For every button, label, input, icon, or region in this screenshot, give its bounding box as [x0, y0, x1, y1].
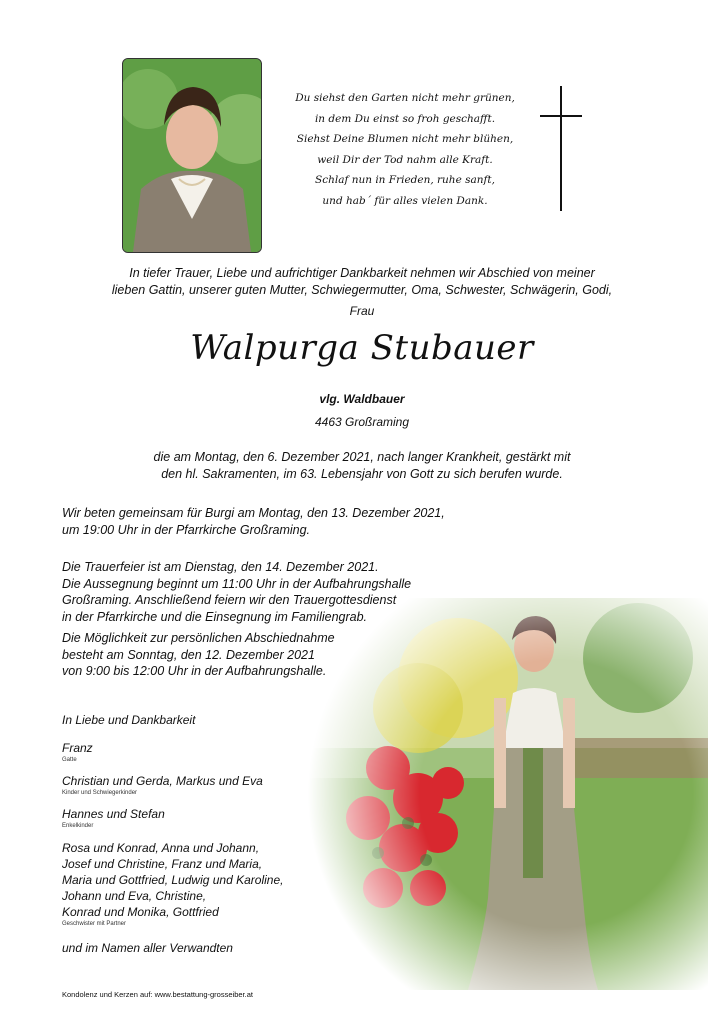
relatives-line: und im Namen aller Verwandten	[62, 941, 233, 955]
intro-text	[70, 265, 654, 299]
portrait-photo	[122, 58, 262, 253]
funeral-line: Großraming. Anschließend feiern wir den Trauergottesdienst	[62, 593, 397, 607]
mourner-role: Gatte	[62, 757, 77, 763]
mourner-names: Christian und Gerda, Markus und Eva	[62, 774, 263, 788]
farewell-info	[62, 630, 482, 680]
mourner-group	[62, 740, 93, 764]
intro-line: lieben Gattin, unserer guten Mutter, Schwiegermutter, Oma, Schwester, Schwägerin, Godi,	[111, 283, 613, 297]
intro-line: In tiefer Trauer, Liebe und aufrichtiger Dankbarkeit nehmen wir Abschied von meiner	[129, 266, 595, 280]
mourner-names: Maria und Gottfried, Ludwig und Karoline,	[62, 873, 284, 887]
vulgo-name: vlg. Waldbauer	[319, 392, 405, 406]
prayer-info	[62, 505, 482, 538]
poem-line: in dem Du einst so froh geschafft.	[314, 112, 496, 125]
farewell-line: von 9:00 bis 12:00 Uhr in der Aufbahrungshalle.	[62, 664, 327, 678]
funeral-line: Die Aussegnung beginnt um 11:00 Uhr in der Aufbahrungshalle	[62, 576, 412, 591]
farewell-line: Die Möglichkeit zur persönlichen Abschiednahme	[62, 631, 335, 645]
poem	[285, 88, 525, 211]
mourner-role: Enkelkinder	[62, 823, 94, 829]
mourner-names: Hannes und Stefan	[62, 807, 165, 821]
title-frau: Frau	[349, 304, 375, 318]
deceased-name: Walpurga Stubauer	[190, 328, 534, 368]
mourner-names: Rosa und Konrad, Anna und Johann,	[62, 841, 260, 855]
poem-line: weil Dir der Tod nahm alle Kraft.	[317, 153, 493, 166]
mourner-group	[62, 840, 283, 928]
funeral-line: Die Trauerfeier ist am Dienstag, den 14. Dezember 2021.	[62, 560, 379, 574]
address: 4463 Großraming	[314, 415, 410, 429]
closing-intro: In Liebe und Dankbarkeit	[62, 713, 196, 727]
poem-line: und hab´ für alles vielen Dank.	[322, 194, 488, 207]
death-line: den hl. Sakramenten, im 63. Lebensjahr von Gott zu sich berufen wurde.	[161, 467, 563, 481]
poem-line: Schlaf nun in Frieden, ruhe sanft,	[315, 174, 495, 186]
mourner-role: Kinder und Schwiegerkinder	[62, 790, 138, 796]
death-notice	[110, 449, 614, 483]
mourner-names: Johann und Eva, Christine,	[62, 889, 207, 903]
mourner-role: Geschwister mit Partner	[62, 921, 127, 927]
mourner-group	[62, 773, 263, 797]
funeral-line: in der Pfarrkirche und die Einsegnung im Familiengrab.	[62, 609, 368, 624]
cross-icon-bar	[540, 115, 582, 117]
farewell-line: besteht am Sonntag, den 12. Dezember 2021	[62, 647, 315, 662]
cross-icon	[560, 86, 562, 211]
poem-line: Du siehst den Garten nicht mehr grünen,	[295, 92, 515, 104]
death-line: die am Montag, den 6. Dezember 2021, nach langer Krankheit, gestärkt mit	[153, 450, 571, 464]
mourner-group	[62, 806, 165, 830]
prayer-line: um 19:00 Uhr in der Pfarrkirche Großraming.	[62, 522, 311, 537]
mourner-names: Konrad und Monika, Gottfried	[62, 905, 219, 919]
mourner-names: Franz	[62, 741, 93, 755]
footer-condolence: Kondolenz und Kerzen auf: www.bestattung-grosseiber.at	[62, 990, 253, 999]
funeral-info	[62, 559, 482, 625]
prayer-line: Wir beten gemeinsam für Burgi am Montag, den 13. Dezember 2021,	[62, 506, 445, 520]
mourner-names: Josef und Christine, Franz und Maria,	[62, 857, 263, 871]
poem-line: Siehst Deine Blumen nicht mehr blühen,	[296, 133, 514, 145]
